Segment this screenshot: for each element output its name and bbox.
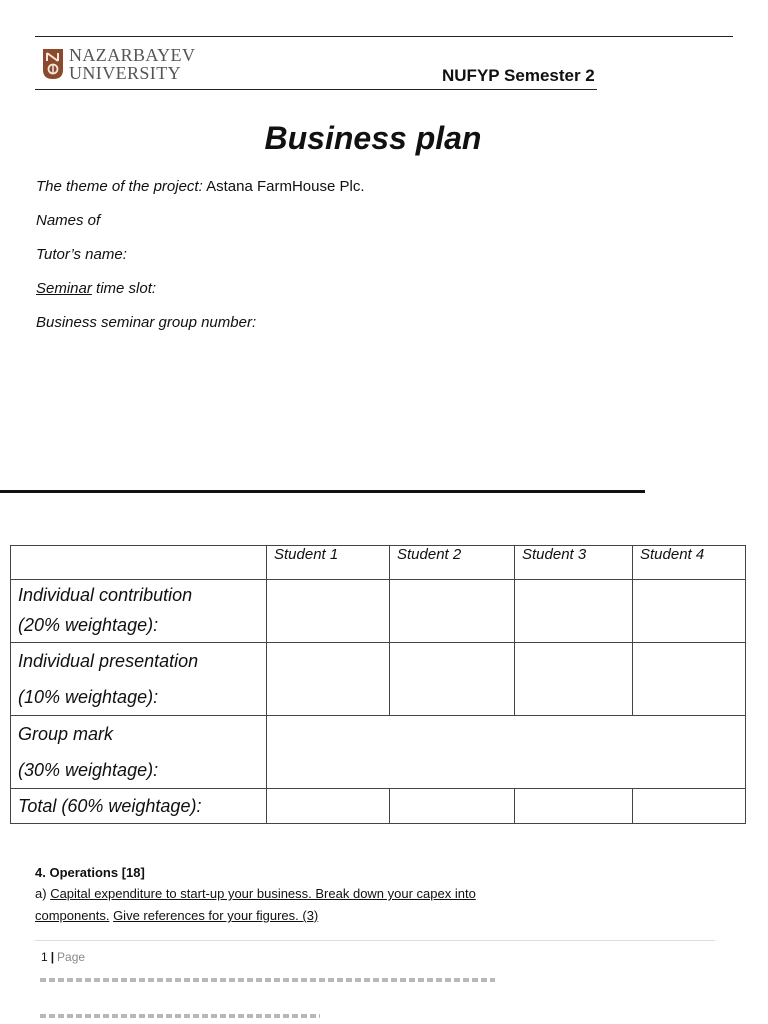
group-mark-cell[interactable]	[267, 716, 746, 789]
page-footer	[41, 950, 85, 964]
item-a-text-2b: Give references for your figures. (3)	[113, 908, 319, 923]
table-row	[11, 580, 746, 643]
clipped-text-fragment	[40, 1014, 320, 1018]
footer-separator: |	[50, 950, 55, 964]
item-a-text-1: Capital expenditure to start-up your business. Break down your capex into	[50, 886, 476, 901]
table-row	[11, 716, 746, 789]
mark-cell[interactable]	[515, 580, 633, 643]
names-field	[36, 212, 100, 229]
university-emblem-icon	[42, 48, 64, 80]
row-label-group-mark: Group mark (30% weightage):	[11, 716, 267, 789]
mark-cell[interactable]	[633, 580, 746, 643]
mark-cell[interactable]	[515, 789, 633, 824]
table-row	[11, 643, 746, 716]
semester-label: NUFYP Semester 2	[442, 66, 595, 85]
theme-field	[36, 178, 365, 195]
page-title: Business plan	[264, 120, 482, 156]
row-label-total: Total (60% weightage):	[11, 789, 267, 824]
theme-label: The theme of the project:	[36, 178, 203, 195]
names-label: Names of	[36, 212, 101, 229]
mark-cell[interactable]	[267, 643, 390, 716]
page-number: 1	[41, 950, 48, 964]
mark-cell[interactable]	[390, 643, 515, 716]
mark-cell[interactable]	[267, 580, 390, 643]
operations-item-a-line-1	[35, 886, 476, 901]
footer-rule	[35, 940, 715, 941]
header-top-rule	[35, 36, 733, 37]
university-logo	[40, 46, 210, 86]
table-row	[11, 789, 746, 824]
mark-cell[interactable]	[390, 789, 515, 824]
group-label: Business seminar group number:	[36, 314, 257, 331]
row-label-individual-contribution: Individual contribution (20% weightage):	[11, 580, 267, 643]
column-header-student-4: Student 4	[633, 546, 746, 580]
item-a-text-2a: components.	[35, 908, 110, 923]
row-label-individual-presentation: Individual presentation (10% weightage):	[11, 643, 267, 716]
operations-item-a-line-2	[35, 908, 318, 923]
mark-cell[interactable]	[633, 643, 746, 716]
mark-cell[interactable]	[390, 580, 515, 643]
seminar-word: Seminar	[36, 280, 92, 297]
logo-line-2: UNIVERSITY	[69, 63, 181, 83]
mark-cell[interactable]	[267, 789, 390, 824]
theme-value: Astana FarmHouse Plc.	[206, 178, 365, 195]
page-label: Page	[57, 950, 86, 964]
marks-table	[10, 545, 746, 824]
column-header-student-3: Student 3	[515, 546, 633, 580]
item-a-prefix: a)	[35, 886, 47, 901]
mark-cell[interactable]	[633, 789, 746, 824]
clipped-text-fragment	[40, 978, 495, 982]
group-field	[36, 314, 256, 331]
tutor-label: Tutor’s name:	[36, 246, 127, 263]
operations-heading: 4. Operations [18]	[35, 865, 145, 880]
seminar-field	[36, 280, 156, 297]
mark-cell[interactable]	[515, 643, 633, 716]
column-header-student-1: Student 1	[267, 546, 390, 580]
column-header-student-2: Student 2	[390, 546, 515, 580]
header-bottom-rule	[35, 89, 597, 90]
table-header-row	[11, 546, 746, 580]
section-divider	[0, 490, 645, 493]
seminar-label: time slot:	[96, 280, 157, 297]
logo-wordmark	[69, 46, 195, 82]
logo-line-1: NAZARBAYEV	[69, 45, 196, 65]
table-corner-cell	[11, 546, 267, 580]
tutor-field	[36, 246, 127, 263]
